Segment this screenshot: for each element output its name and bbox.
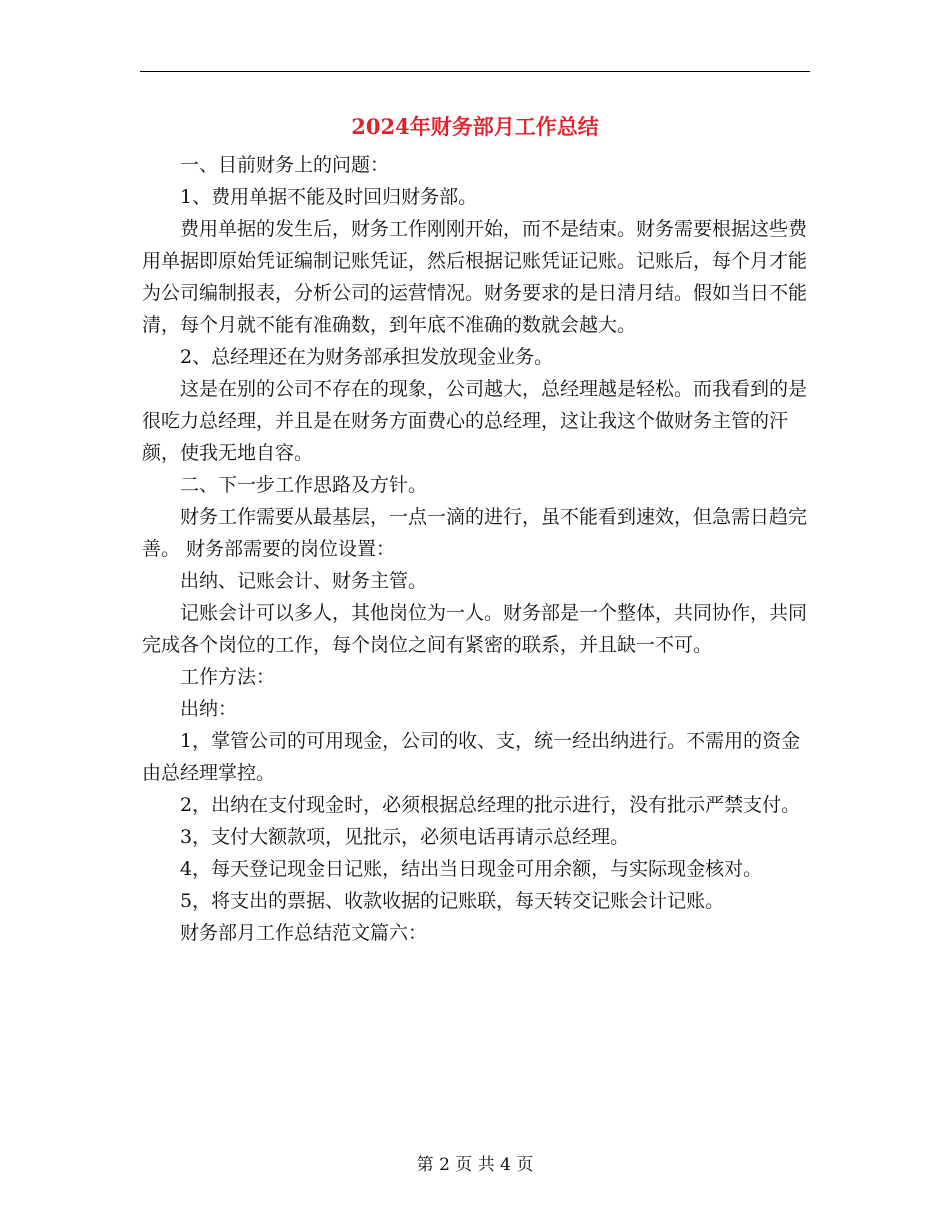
paragraph: 二、下一步工作思路及方针。 bbox=[180, 474, 428, 496]
paragraph: 5，将支出的票据、收款收据的记账联，每天转交记账会计记账。 bbox=[180, 890, 725, 912]
paragraph: 财务部月工作总结范文篇六： bbox=[180, 922, 428, 944]
paragraph: 工作方法： bbox=[180, 666, 276, 688]
paragraph: 出纳： bbox=[180, 698, 238, 720]
paragraph: 记账会计可以多人，其他岗位为一人。财务部是一个整体，共同协作，共同完成各个岗位的工作，每个岗位之间有紧密的联系，并且缺一不可。 bbox=[142, 602, 808, 656]
document-title: 2024年财务部月工作总结 bbox=[351, 114, 599, 139]
paragraph: 3，支付大额款项，见批示，必须电话再请示总经理。 bbox=[180, 826, 630, 848]
paragraph: 财务工作需要从最基层，一点一滴的进行，虽不能看到速效，但急需日趋完善。 财务部需要的岗位设置： bbox=[142, 506, 808, 560]
paragraph: 1，掌管公司的可用现金，公司的收、支，统一经出纳进行。不需用的资金由总经理掌控。 bbox=[142, 730, 801, 784]
page-number: 第 2 页 共 4 页 bbox=[416, 1155, 534, 1175]
document-body bbox=[142, 149, 812, 949]
paragraph: 2、总经理还在为财务部承担发放现金业务。 bbox=[180, 346, 554, 368]
header-rule bbox=[140, 71, 810, 72]
paragraph: 这是在别的公司不存在的现象，公司越大，总经理越是轻松。而我看到的是很吃力总经理，并且是在财务方面费心的总经理，这让我这个做财务主管的汗颜，使我无地自容。 bbox=[142, 378, 808, 464]
paragraph: 出纳、记账会计、财务主管。 bbox=[180, 570, 428, 592]
paragraph: 一、目前财务上的问题： bbox=[180, 154, 390, 176]
paragraph: 2，出纳在支付现金时，必须根据总经理的批示进行，没有批示严禁支付。 bbox=[180, 794, 801, 816]
paragraph: 4，每天登记现金日记账，结出当日现金可用余额，与实际现金核对。 bbox=[180, 858, 763, 880]
paragraph: 1、费用单据不能及时回归财务部。 bbox=[180, 186, 478, 208]
paragraph: 费用单据的发生后，财务工作刚刚开始，而不是结束。财务需要根据这些费用单据即原始凭证编制记账凭证，然后根据记账凭证记账。记账后，每个月才能为公司编制报表，分析公司的运营情况。财务要求的是日清月结。假如当日不能清，每个月就不能有准确数，到年底不准确的数就会越大。 bbox=[142, 218, 808, 336]
